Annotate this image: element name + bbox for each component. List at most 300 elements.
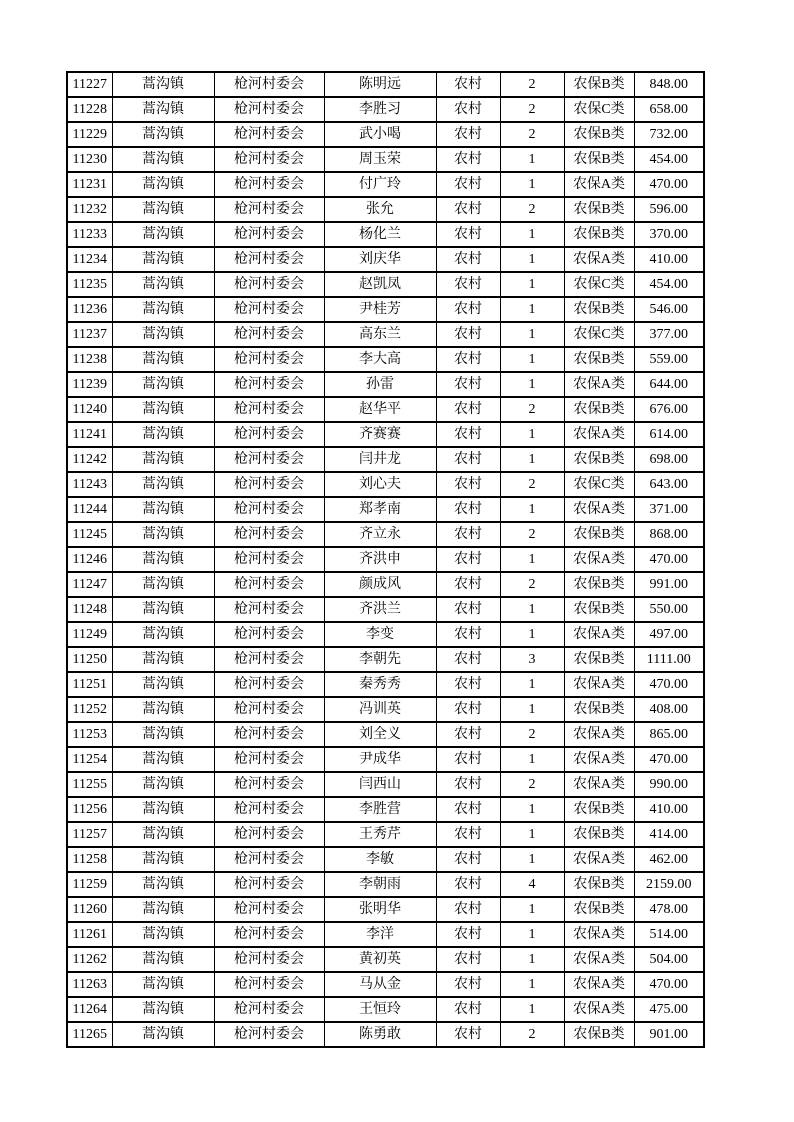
cell-person-count: 1 [500,222,564,247]
cell-residence-type: 农村 [436,297,500,322]
cell-serial-number: 11252 [67,697,112,722]
cell-serial-number: 11242 [67,447,112,472]
cell-town: 蒿沟镇 [112,197,214,222]
table-row [67,372,704,397]
cell-town: 蒿沟镇 [112,297,214,322]
cell-village-committee: 枪河村委会 [214,397,324,422]
cell-person-count: 1 [500,997,564,1022]
cell-person-count: 1 [500,672,564,697]
table-row [67,447,704,472]
cell-serial-number: 11235 [67,272,112,297]
cell-insurance-category: 农保A类 [564,497,634,522]
cell-town: 蒿沟镇 [112,422,214,447]
cell-town: 蒿沟镇 [112,72,214,97]
table-row [67,247,704,272]
cell-person-count: 1 [500,147,564,172]
cell-insurance-category: 农保A类 [564,947,634,972]
table-row [67,72,704,97]
cell-person-count: 2 [500,397,564,422]
cell-person-name: 齐赛赛 [324,422,436,447]
cell-serial-number: 11259 [67,872,112,897]
cell-person-count: 2 [500,772,564,797]
cell-residence-type: 农村 [436,747,500,772]
cell-village-committee: 枪河村委会 [214,547,324,572]
cell-person-name: 李胜习 [324,97,436,122]
cell-person-name: 李变 [324,622,436,647]
cell-serial-number: 11229 [67,122,112,147]
cell-person-name: 李朝先 [324,647,436,672]
cell-person-count: 2 [500,197,564,222]
cell-town: 蒿沟镇 [112,672,214,697]
cell-amount: 698.00 [634,447,704,472]
cell-person-count: 1 [500,247,564,272]
cell-person-name: 李大高 [324,347,436,372]
cell-residence-type: 农村 [436,97,500,122]
table-row [67,572,704,597]
cell-insurance-category: 农保A类 [564,372,634,397]
table-row [67,847,704,872]
cell-town: 蒿沟镇 [112,147,214,172]
cell-residence-type: 农村 [436,572,500,597]
cell-serial-number: 11232 [67,197,112,222]
cell-town: 蒿沟镇 [112,797,214,822]
cell-village-committee: 枪河村委会 [214,847,324,872]
cell-person-name: 陈勇敢 [324,1022,436,1047]
cell-serial-number: 11258 [67,847,112,872]
cell-residence-type: 农村 [436,422,500,447]
cell-village-committee: 枪河村委会 [214,747,324,772]
cell-person-name: 李敏 [324,847,436,872]
cell-amount: 676.00 [634,397,704,422]
cell-insurance-category: 农保B类 [564,572,634,597]
cell-town: 蒿沟镇 [112,897,214,922]
cell-insurance-category: 农保A类 [564,772,634,797]
cell-serial-number: 11234 [67,247,112,272]
cell-village-committee: 枪河村委会 [214,997,324,1022]
cell-residence-type: 农村 [436,997,500,1022]
cell-person-name: 孙雷 [324,372,436,397]
cell-person-name: 李胜营 [324,797,436,822]
cell-residence-type: 农村 [436,147,500,172]
cell-amount: 865.00 [634,722,704,747]
table-row [67,822,704,847]
cell-town: 蒿沟镇 [112,872,214,897]
table-row [67,497,704,522]
cell-amount: 550.00 [634,597,704,622]
cell-residence-type: 农村 [436,772,500,797]
cell-village-committee: 枪河村委会 [214,922,324,947]
cell-person-name: 齐洪兰 [324,597,436,622]
cell-insurance-category: 农保C类 [564,472,634,497]
cell-amount: 901.00 [634,1022,704,1047]
cell-residence-type: 农村 [436,897,500,922]
cell-village-committee: 枪河村委会 [214,697,324,722]
cell-serial-number: 11249 [67,622,112,647]
cell-residence-type: 农村 [436,397,500,422]
cell-town: 蒿沟镇 [112,697,214,722]
cell-residence-type: 农村 [436,472,500,497]
cell-person-count: 1 [500,497,564,522]
cell-village-committee: 枪河村委会 [214,1022,324,1047]
cell-amount: 497.00 [634,622,704,647]
cell-amount: 454.00 [634,147,704,172]
cell-amount: 470.00 [634,672,704,697]
cell-amount: 596.00 [634,197,704,222]
cell-residence-type: 农村 [436,597,500,622]
table-row [67,322,704,347]
cell-insurance-category: 农保A类 [564,722,634,747]
cell-village-committee: 枪河村委会 [214,947,324,972]
cell-residence-type: 农村 [436,172,500,197]
cell-person-name: 闫井龙 [324,447,436,472]
cell-person-count: 2 [500,722,564,747]
cell-person-name: 尹桂芳 [324,297,436,322]
cell-insurance-category: 农保B类 [564,122,634,147]
cell-serial-number: 11239 [67,372,112,397]
cell-village-committee: 枪河村委会 [214,822,324,847]
cell-person-count: 2 [500,122,564,147]
cell-person-name: 闫西山 [324,772,436,797]
cell-residence-type: 农村 [436,922,500,947]
cell-serial-number: 11247 [67,572,112,597]
cell-person-count: 2 [500,572,564,597]
cell-insurance-category: 农保B类 [564,297,634,322]
cell-person-name: 杨化兰 [324,222,436,247]
cell-village-committee: 枪河村委会 [214,122,324,147]
cell-person-count: 1 [500,622,564,647]
table-row [67,972,704,997]
cell-village-committee: 枪河村委会 [214,522,324,547]
cell-town: 蒿沟镇 [112,947,214,972]
table-row [67,772,704,797]
cell-amount: 478.00 [634,897,704,922]
cell-town: 蒿沟镇 [112,497,214,522]
table-row [67,1022,704,1047]
cell-amount: 868.00 [634,522,704,547]
cell-village-committee: 枪河村委会 [214,272,324,297]
cell-insurance-category: 农保A类 [564,922,634,947]
cell-village-committee: 枪河村委会 [214,97,324,122]
cell-serial-number: 11233 [67,222,112,247]
cell-serial-number: 11263 [67,972,112,997]
cell-residence-type: 农村 [436,972,500,997]
cell-person-count: 1 [500,447,564,472]
table-row [67,472,704,497]
cell-insurance-category: 农保B类 [564,1022,634,1047]
cell-person-name: 秦秀秀 [324,672,436,697]
cell-person-name: 刘全义 [324,722,436,747]
cell-village-committee: 枪河村委会 [214,222,324,247]
cell-residence-type: 农村 [436,797,500,822]
cell-residence-type: 农村 [436,1022,500,1047]
table-row [67,922,704,947]
cell-insurance-category: 农保A类 [564,547,634,572]
cell-village-committee: 枪河村委会 [214,722,324,747]
cell-person-name: 齐洪申 [324,547,436,572]
cell-residence-type: 农村 [436,722,500,747]
cell-insurance-category: 农保B类 [564,197,634,222]
cell-serial-number: 11250 [67,647,112,672]
cell-village-committee: 枪河村委会 [214,372,324,397]
cell-person-count: 3 [500,647,564,672]
cell-amount: 470.00 [634,172,704,197]
cell-residence-type: 农村 [436,547,500,572]
cell-serial-number: 11265 [67,1022,112,1047]
cell-residence-type: 农村 [436,272,500,297]
table-row [67,722,704,747]
cell-serial-number: 11237 [67,322,112,347]
cell-serial-number: 11230 [67,147,112,172]
cell-serial-number: 11240 [67,397,112,422]
cell-person-count: 1 [500,172,564,197]
cell-town: 蒿沟镇 [112,222,214,247]
cell-residence-type: 农村 [436,72,500,97]
cell-person-name: 周玉荣 [324,147,436,172]
cell-person-count: 1 [500,297,564,322]
pension-data-table [66,71,705,1048]
cell-person-count: 1 [500,972,564,997]
cell-insurance-category: 农保A类 [564,847,634,872]
cell-person-count: 1 [500,347,564,372]
cell-insurance-category: 农保B类 [564,797,634,822]
cell-serial-number: 11245 [67,522,112,547]
table-row [67,747,704,772]
cell-village-committee: 枪河村委会 [214,622,324,647]
cell-serial-number: 11260 [67,897,112,922]
cell-insurance-category: 农保B类 [564,822,634,847]
cell-person-name: 赵凯凤 [324,272,436,297]
cell-person-name: 付广玲 [324,172,436,197]
cell-serial-number: 11248 [67,597,112,622]
cell-person-count: 1 [500,797,564,822]
cell-person-count: 4 [500,872,564,897]
cell-serial-number: 11243 [67,472,112,497]
cell-village-committee: 枪河村委会 [214,72,324,97]
cell-person-name: 马从金 [324,972,436,997]
cell-residence-type: 农村 [436,822,500,847]
cell-amount: 504.00 [634,947,704,972]
cell-person-count: 1 [500,422,564,447]
cell-town: 蒿沟镇 [112,972,214,997]
cell-village-committee: 枪河村委会 [214,897,324,922]
cell-town: 蒿沟镇 [112,572,214,597]
cell-village-committee: 枪河村委会 [214,497,324,522]
cell-residence-type: 农村 [436,497,500,522]
cell-village-committee: 枪河村委会 [214,772,324,797]
table-row [67,872,704,897]
cell-village-committee: 枪河村委会 [214,647,324,672]
cell-insurance-category: 农保B类 [564,397,634,422]
cell-serial-number: 11253 [67,722,112,747]
cell-amount: 377.00 [634,322,704,347]
cell-person-count: 1 [500,597,564,622]
cell-person-name: 高东兰 [324,322,436,347]
cell-town: 蒿沟镇 [112,397,214,422]
cell-town: 蒿沟镇 [112,122,214,147]
cell-village-committee: 枪河村委会 [214,872,324,897]
cell-insurance-category: 农保B类 [564,222,634,247]
table-row [67,297,704,322]
cell-residence-type: 农村 [436,672,500,697]
cell-village-committee: 枪河村委会 [214,172,324,197]
table-row [67,222,704,247]
cell-residence-type: 农村 [436,522,500,547]
cell-residence-type: 农村 [436,872,500,897]
cell-serial-number: 11244 [67,497,112,522]
cell-village-committee: 枪河村委会 [214,972,324,997]
cell-person-count: 1 [500,822,564,847]
cell-amount: 410.00 [634,797,704,822]
cell-serial-number: 11251 [67,672,112,697]
cell-serial-number: 11246 [67,547,112,572]
cell-insurance-category: 农保B类 [564,347,634,372]
cell-amount: 559.00 [634,347,704,372]
cell-person-count: 1 [500,697,564,722]
cell-town: 蒿沟镇 [112,372,214,397]
cell-serial-number: 11261 [67,922,112,947]
cell-town: 蒿沟镇 [112,772,214,797]
cell-insurance-category: 农保B类 [564,897,634,922]
cell-residence-type: 农村 [436,847,500,872]
cell-amount: 470.00 [634,972,704,997]
cell-village-committee: 枪河村委会 [214,247,324,272]
cell-insurance-category: 农保A类 [564,172,634,197]
cell-amount: 991.00 [634,572,704,597]
cell-person-count: 2 [500,1022,564,1047]
cell-insurance-category: 农保C类 [564,272,634,297]
cell-serial-number: 11264 [67,997,112,1022]
table-row [67,897,704,922]
cell-person-name: 刘庆华 [324,247,436,272]
cell-insurance-category: 农保A类 [564,672,634,697]
cell-insurance-category: 农保B类 [564,647,634,672]
cell-town: 蒿沟镇 [112,1022,214,1047]
cell-serial-number: 11238 [67,347,112,372]
cell-insurance-category: 农保A类 [564,997,634,1022]
cell-insurance-category: 农保B类 [564,597,634,622]
cell-amount: 614.00 [634,422,704,447]
cell-amount: 454.00 [634,272,704,297]
cell-serial-number: 11255 [67,772,112,797]
table-row [67,147,704,172]
cell-serial-number: 11231 [67,172,112,197]
cell-village-committee: 枪河村委会 [214,297,324,322]
cell-person-name: 刘心夫 [324,472,436,497]
table-row [67,997,704,1022]
table-row [67,97,704,122]
cell-village-committee: 枪河村委会 [214,147,324,172]
table-row [67,672,704,697]
table-row [67,697,704,722]
cell-insurance-category: 农保A类 [564,622,634,647]
table-row [67,197,704,222]
cell-amount: 470.00 [634,547,704,572]
table-row [67,422,704,447]
table-row [67,947,704,972]
cell-town: 蒿沟镇 [112,822,214,847]
cell-person-name: 武小喝 [324,122,436,147]
cell-person-name: 赵华平 [324,397,436,422]
cell-serial-number: 11257 [67,822,112,847]
cell-person-count: 2 [500,472,564,497]
cell-town: 蒿沟镇 [112,447,214,472]
table-row [67,597,704,622]
cell-person-count: 1 [500,947,564,972]
cell-amount: 848.00 [634,72,704,97]
cell-residence-type: 农村 [436,622,500,647]
cell-village-committee: 枪河村委会 [214,197,324,222]
cell-person-name: 冯训英 [324,697,436,722]
cell-residence-type: 农村 [436,347,500,372]
cell-person-name: 郑孝南 [324,497,436,522]
cell-insurance-category: 农保B类 [564,872,634,897]
cell-person-name: 颜成风 [324,572,436,597]
cell-amount: 370.00 [634,222,704,247]
cell-person-count: 1 [500,322,564,347]
table-row [67,547,704,572]
cell-town: 蒿沟镇 [112,622,214,647]
cell-residence-type: 农村 [436,947,500,972]
cell-person-count: 1 [500,372,564,397]
cell-residence-type: 农村 [436,647,500,672]
cell-person-count: 2 [500,522,564,547]
cell-serial-number: 11236 [67,297,112,322]
cell-residence-type: 农村 [436,222,500,247]
cell-town: 蒿沟镇 [112,547,214,572]
cell-serial-number: 11228 [67,97,112,122]
cell-insurance-category: 农保B类 [564,447,634,472]
cell-person-name: 李洋 [324,922,436,947]
cell-amount: 475.00 [634,997,704,1022]
cell-serial-number: 11256 [67,797,112,822]
cell-serial-number: 11227 [67,72,112,97]
cell-residence-type: 农村 [436,197,500,222]
cell-person-name: 陈明远 [324,72,436,97]
cell-person-count: 1 [500,897,564,922]
cell-insurance-category: 农保B类 [564,522,634,547]
cell-insurance-category: 农保A类 [564,747,634,772]
cell-town: 蒿沟镇 [112,247,214,272]
cell-town: 蒿沟镇 [112,597,214,622]
cell-town: 蒿沟镇 [112,97,214,122]
table-row [67,122,704,147]
cell-town: 蒿沟镇 [112,347,214,372]
cell-insurance-category: 农保A类 [564,972,634,997]
cell-person-name: 张允 [324,197,436,222]
table-row [67,647,704,672]
cell-village-committee: 枪河村委会 [214,597,324,622]
cell-town: 蒿沟镇 [112,322,214,347]
table-row [67,797,704,822]
cell-town: 蒿沟镇 [112,722,214,747]
cell-village-committee: 枪河村委会 [214,422,324,447]
cell-residence-type: 农村 [436,247,500,272]
cell-serial-number: 11241 [67,422,112,447]
cell-town: 蒿沟镇 [112,272,214,297]
cell-person-name: 齐立永 [324,522,436,547]
table-row [67,272,704,297]
cell-insurance-category: 农保C类 [564,322,634,347]
cell-village-committee: 枪河村委会 [214,797,324,822]
cell-amount: 462.00 [634,847,704,872]
cell-residence-type: 农村 [436,372,500,397]
table-row [67,622,704,647]
cell-amount: 470.00 [634,747,704,772]
cell-village-committee: 枪河村委会 [214,322,324,347]
cell-insurance-category: 农保A类 [564,422,634,447]
table-row [67,172,704,197]
cell-amount: 371.00 [634,497,704,522]
